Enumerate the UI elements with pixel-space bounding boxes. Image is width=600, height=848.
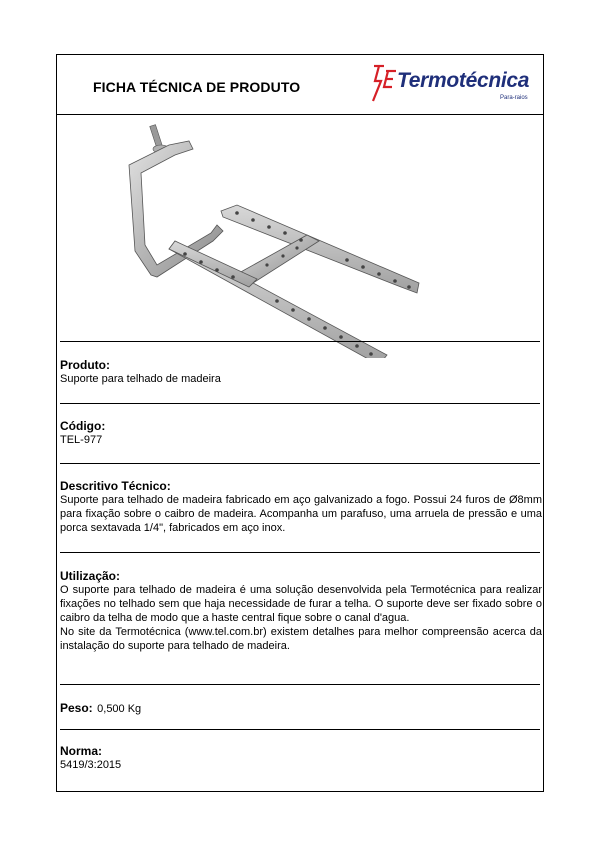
divider [60, 341, 540, 342]
roof-support-bracket-icon [57, 115, 543, 358]
produto-value: Suporte para telhado de madeira [60, 373, 221, 385]
utilizacao-paragraph-2: No site da Termotécnica (www.tel.com.br) existem detalhes para melhor compreensão acerca da instalação do suporte para telhado de madeira. [60, 626, 542, 652]
codigo-label: Código: [60, 419, 106, 433]
product-photo [57, 115, 543, 358]
logo-name: Termotécnica [397, 69, 530, 92]
lightning-te-icon [369, 63, 399, 105]
utilizacao-label: Utilização: [60, 569, 121, 583]
divider [60, 463, 540, 464]
utilizacao-section [60, 569, 542, 653]
divider [60, 552, 540, 553]
norma-label: Norma: [60, 744, 103, 758]
peso-value: 0,500 Kg [97, 703, 142, 715]
peso-label: Peso: [60, 701, 93, 715]
produto-section [60, 358, 542, 386]
codigo-value: TEL-977 [60, 434, 103, 446]
header [57, 55, 543, 115]
descritivo-text: Suporte para telhado de madeira fabricado em aço galvanizado a fogo. Possui 24 furos de Ø8mm para fixação sobre o caibro de madeira. Acompanha um parafuso, uma arruela de pressão e uma porca sextavada 1/4", fabricados em aço inox. [60, 494, 542, 534]
termotecnica-logo [369, 61, 539, 107]
divider [60, 684, 540, 685]
divider [60, 729, 540, 730]
left-strap [169, 241, 257, 287]
divider [60, 403, 540, 404]
peso-section [60, 699, 542, 717]
norma-section [60, 744, 542, 772]
descritivo-label: Descritivo Técnico: [60, 479, 171, 493]
produto-label: Produto: [60, 358, 110, 372]
product-sheet-frame [56, 54, 544, 792]
logo-tagline: Para-raios [500, 95, 528, 101]
utilizacao-paragraph-1: O suporte para telhado de madeira é uma solução desenvolvida pela Termotécnica para realizar fixações no telhado sem que haja necessidade de furar a telha. O suporte deve ser fixado sobre o caibro da telha de modo que a haste central fique sobre o canal d'agua. [60, 584, 542, 624]
codigo-section [60, 419, 542, 447]
page-title: FICHA TÉCNICA DE PRODUTO [93, 79, 301, 95]
descritivo-section [60, 479, 542, 535]
norma-value: 5419/3:2015 [60, 759, 122, 771]
